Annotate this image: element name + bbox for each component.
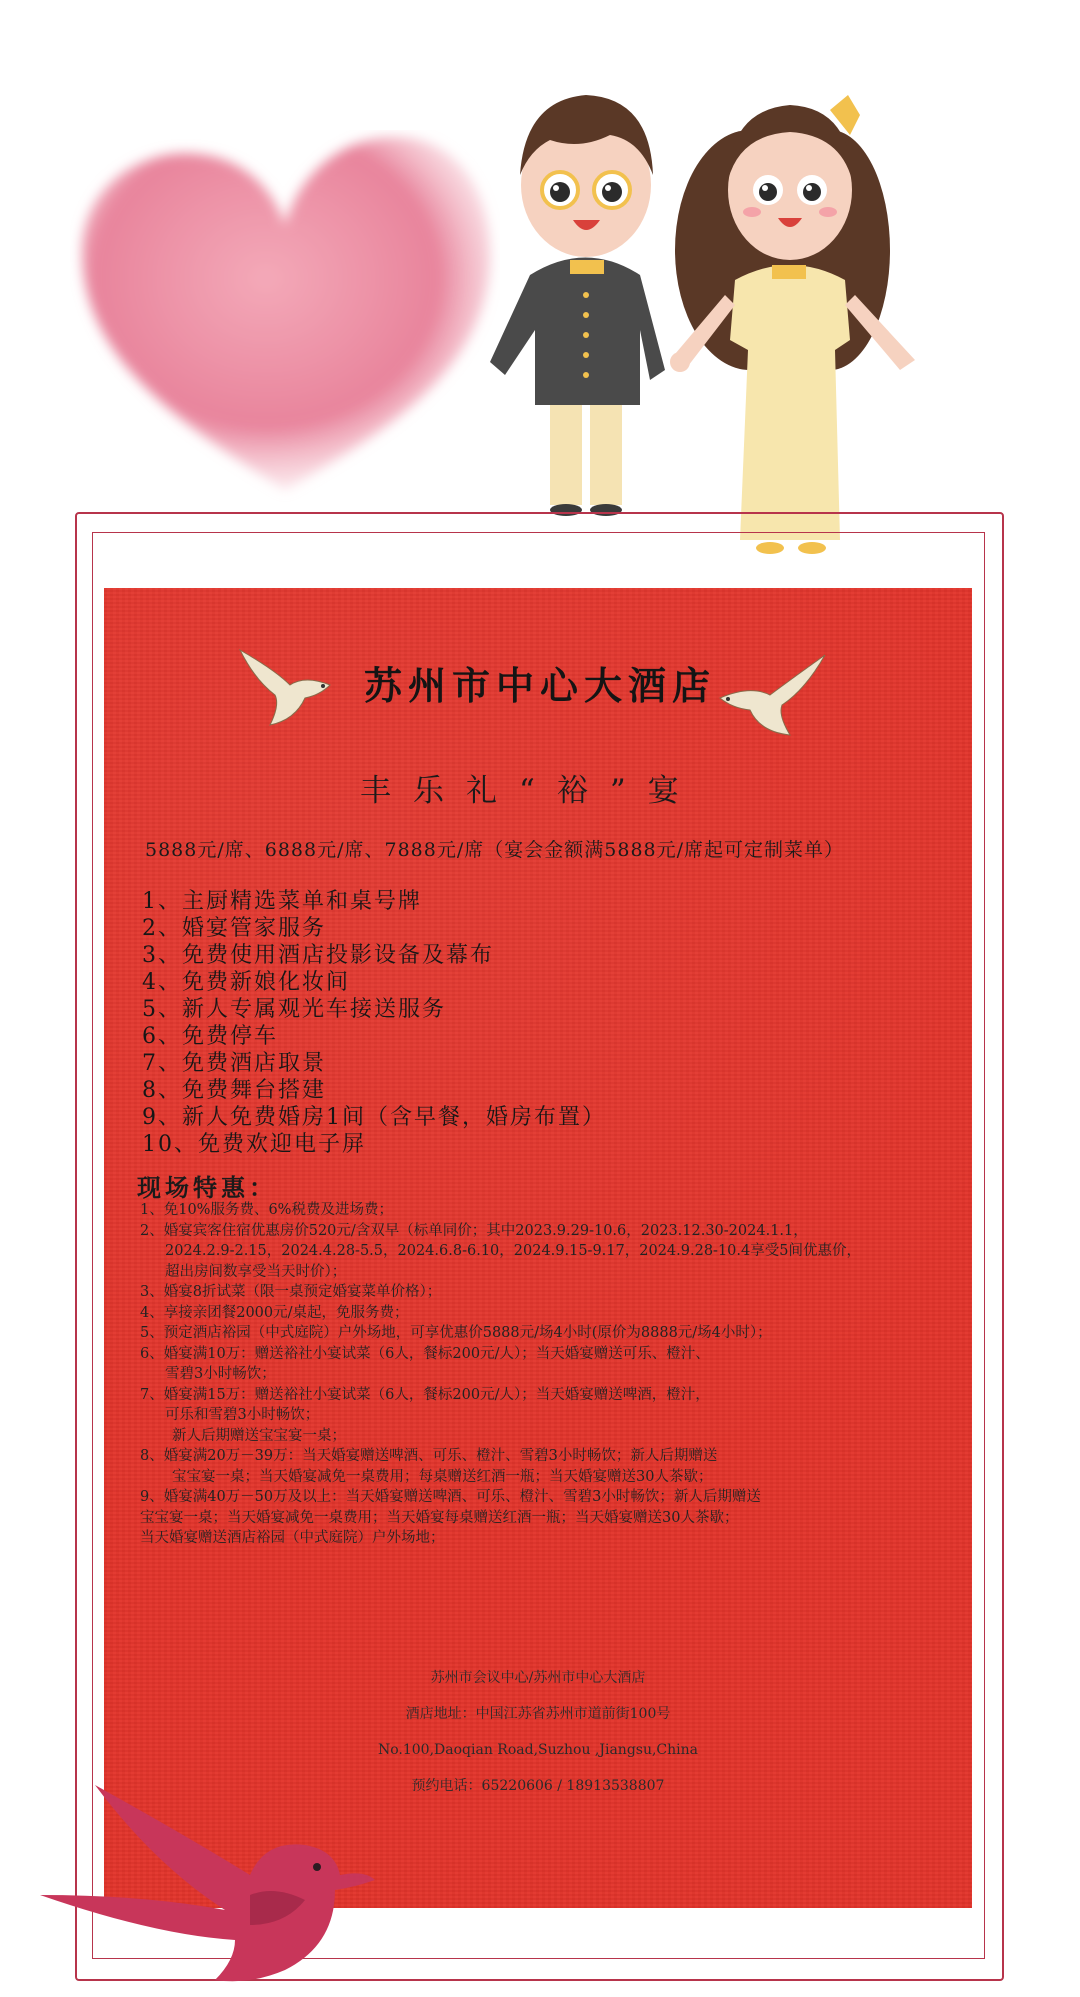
offer-line: 超出房间数享受当天时价）； xyxy=(165,1263,347,1280)
benefit-item: 4、免费新娘化妆间 xyxy=(142,970,350,995)
benefit-item: 9、新人免费婚房1间（含早餐，婚房布置） xyxy=(142,1105,606,1130)
couple-illustration xyxy=(490,40,970,560)
footer-address-en: No.100,Daoqian Road,Suzhou ,Jiangsu,China xyxy=(377,1742,699,1758)
hotel-title: 苏州市中心大酒店 xyxy=(363,663,716,708)
benefit-item: 10、免费欢迎电子屏 xyxy=(142,1132,366,1157)
benefits-list xyxy=(142,888,942,1158)
offer-line: 1、免10%服务费、6%税费及进场费； xyxy=(140,1202,393,1218)
onsite-offers-list xyxy=(140,1200,960,1549)
offer-line: 6、婚宴满10万：赠送裕社小宴试菜（6人，餐标200元/人）；当天婚宴赠送可乐、橙汁、 xyxy=(140,1345,710,1362)
swallow-icon xyxy=(35,1775,425,1990)
benefit-item: 3、免费使用酒店投影设备及幕布 xyxy=(142,943,494,968)
onsite-heading: 现场特惠： xyxy=(137,1173,277,1202)
benefit-item: 7、免费酒店取景 xyxy=(142,1051,326,1076)
offer-line: 宝宝宴一桌；当天婚宴减免一桌费用；每桌赠送红酒一瓶；当天婚宴赠送30人茶歇； xyxy=(172,1468,713,1485)
price-line: 5888元/席、6888元/席、7888元/席（宴会金额满5888元/席起可定制菜单） xyxy=(145,839,845,861)
offer-line: 当天婚宴赠送酒店裕园（中式庭院）户外场地； xyxy=(140,1530,445,1546)
benefit-item: 1、主厨精选菜单和桌号牌 xyxy=(142,889,422,914)
offer-line: 3、婚宴8折试菜（限一桌预定婚宴菜单价格）； xyxy=(140,1284,442,1300)
offer-line: 宝宝宴一桌；当天婚宴减免一桌费用；当天婚宴每桌赠送红酒一瓶；当天婚宴赠送30人茶歇； xyxy=(140,1509,739,1526)
benefit-item: 6、免费停车 xyxy=(142,1024,278,1049)
offer-line: 2024.2.9-2.15，2024.4.28-5.5，2024.6.8-6.10，2024.9.15-9.17，2024.9.28-10.4享受5间优惠价， xyxy=(165,1243,861,1259)
offer-line: 雪碧3小时畅饮； xyxy=(165,1366,276,1382)
offer-line: 可乐和雪碧3小时畅饮； xyxy=(165,1407,320,1423)
offer-line: 2、婚宴宾客住宿优惠房价520元/含双早（标单同价；其中2023.9.29-10.6，2023.12.30-2024.1.1， xyxy=(140,1222,808,1239)
footer-org: 苏州市会议中心/苏州市中心大酒店 xyxy=(430,1670,646,1686)
benefit-item: 2、婚宴管家服务 xyxy=(142,916,326,941)
offer-line: 8、婚宴满20万－39万：当天婚宴赠送啤酒、可乐、橙汁、雪碧3小时畅饮；新人后期赠送 xyxy=(140,1448,718,1464)
offer-line: 新人后期赠送宝宝宴一桌； xyxy=(172,1427,346,1444)
footer-phone: 预约电话：65220606 / 18913538807 xyxy=(411,1778,665,1794)
footer-address-cn: 酒店地址：中国江苏省苏州市道前街100号 xyxy=(405,1706,671,1722)
package-title: 丰乐礼“裕”宴 xyxy=(360,773,701,809)
offer-line: 9、婚宴满40万－50万及以上：当天婚宴赠送啤酒、可乐、橙汁、雪碧3小时畅饮；新人后期赠送 xyxy=(140,1489,761,1505)
benefit-item: 8、免费舞台搭建 xyxy=(142,1078,326,1103)
offer-line: 5、预定酒店裕园（中式庭院）户外场地，可享优惠价5888元/场4小时(原价为8888元/场4小时）； xyxy=(140,1325,772,1341)
offer-line: 4、享接亲团餐2000元/桌起，免服务费； xyxy=(140,1304,409,1321)
heart-graphic xyxy=(70,130,500,510)
benefit-item: 5、新人专属观光车接送服务 xyxy=(142,997,446,1022)
offer-line: 7、婚宴满15万：赠送裕社小宴试菜（6人，餐标200元/人）；当天婚宴赠送啤酒，橙汁， xyxy=(140,1386,710,1403)
